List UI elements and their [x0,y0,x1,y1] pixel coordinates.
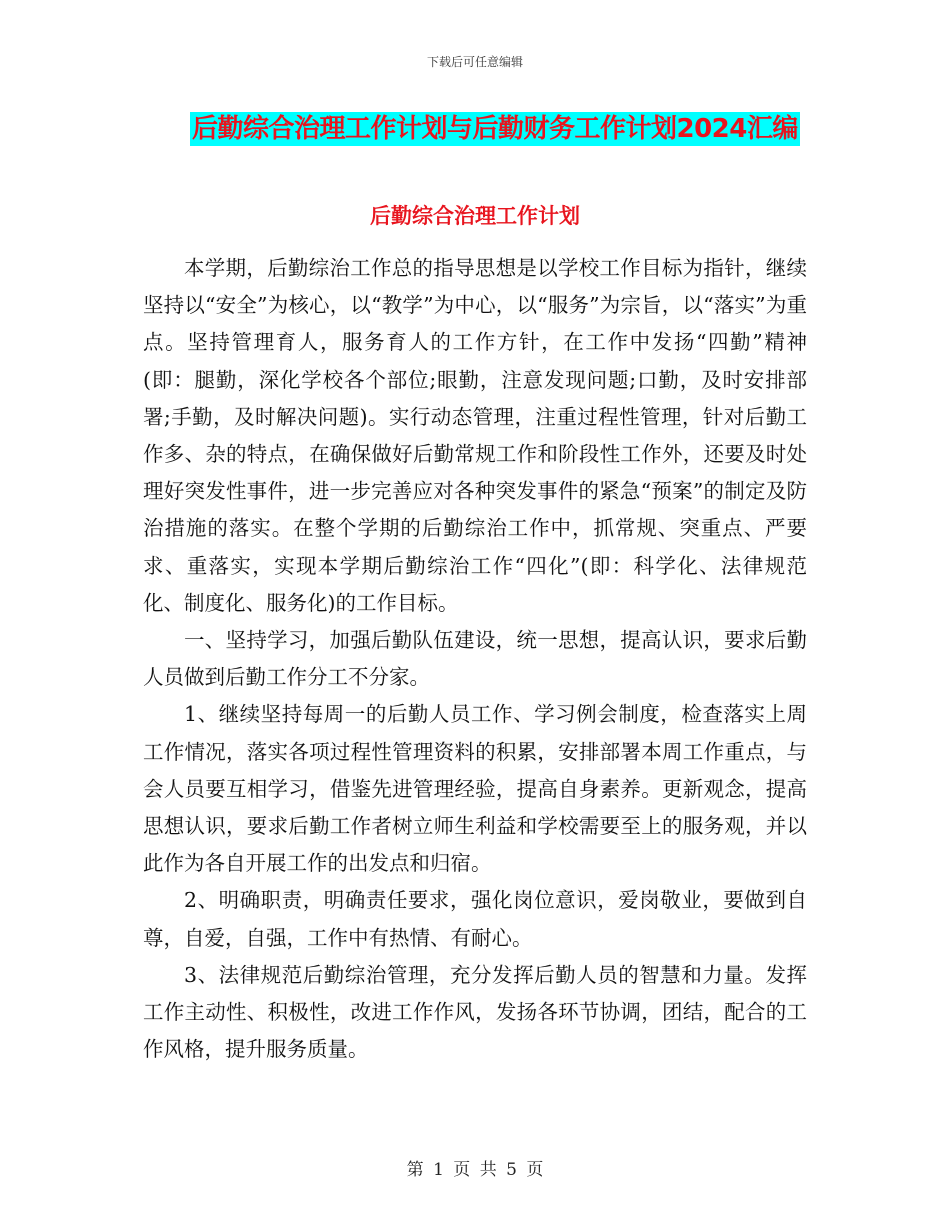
paragraph: 2、明确职责，明确责任要求，强化岗位意识，爱岗敬业，要做到自尊，自爱，自强，工作中有热情、有耐心。 [143,888,807,950]
paragraph: 3、法律规范后勤综治管理，充分发挥后勤人员的智慧和力量。发挥工作主动性、积极性，改进工作作风，发扬各环节协调，团结，配合的工作风格，提升服务质量。 [143,962,807,1062]
paragraph: 本学期，后勤综治工作总的指导思想是以学校工作目标为指针，继续坚持以“安全”为核心，以“教学”为中心，以“服务”为宗旨，以“落实”为重点。坚持管理育人，服务育人的工作方针，在工作中发扬“四勤”精神(即：腿勤，深化学校各个部位;眼勤，注意发现问题;口勤，及时安排部署;手勤，及时解决问题)。实行动态管理，注重过程性管理，针对后勤工作多、杂的特点，在确保做好后勤常规工作和阶段性工作外，还要及时处理好突发性事件，进一步完善应对各种突发事件的紧急“预案”的制定及防治措施的落实。在整个学期的后勤综治工作中，抓常规、突重点、严要求、重落实，实现本学期后勤综治工作“四化”(即：科学化、法律规范化、制度化、服务化)的工作目标。 [143,256,807,615]
header-note: 下载后可任意编辑 [426,55,523,69]
body-text [143,250,807,1068]
paragraph: 一、坚持学习，加强后勤队伍建设，统一思想，提高认识，要求后勤人员做到后勤工作分工不分家。 [143,628,807,690]
page-footer: 第 1 页 共 5 页 [406,1160,544,1180]
main-title: 后勤综合治理工作计划与后勤财务工作计划2024汇编 [192,114,798,144]
section-title: 后勤综合治理工作计划 [370,204,580,228]
paragraph: 1、继续坚持每周一的后勤人员工作、学习例会制度，检查落实上周工作情况，落实各项过程性管理资料的积累，安排部署本周工作重点，与会人员要互相学习，借鉴先进管理经验，提高自身素养。更新观念，提高思想认识，要求后勤工作者树立师生利益和学校需要至上的服务观，并以此作为各自开展工作的出发点和归宿。 [143,702,807,876]
